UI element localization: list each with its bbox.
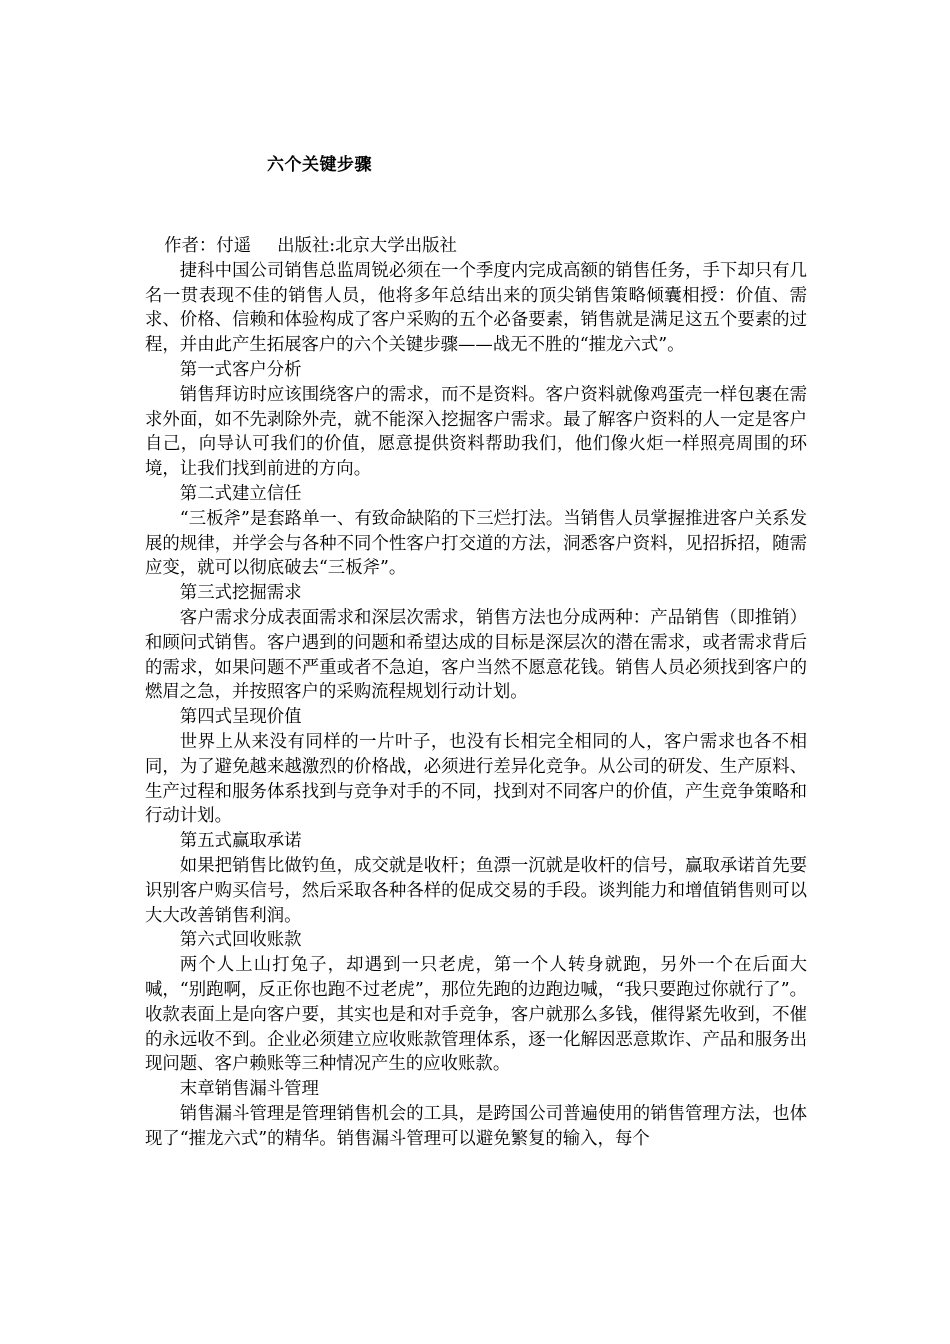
section-heading-5: 第五式赢取承诺 (179, 831, 302, 852)
section-paragraph-1: 销售拜访时应该围绕客户的需求，而不是资料。客户资料就像鸡蛋壳一样包裹在需求外面，如不先剥除外壳，就不能深入挖掘客户需求。最了解客户资料的人一定是客户自己，向导认可我们的价值，愿意提供资料帮助我们，他们像火炬一样照亮周围的环境，让我们找到前进的方向。 (145, 384, 807, 480)
document-body (145, 234, 807, 1151)
section-paragraph-3: 客户需求分成表面需求和深层次需求，销售方法也分成两种：产品销售（即推销）和顾问式销售。客户遇到的问题和希望达成的目标是深层次的潜在需求，或者需求背后的需求，如果问题不严重或者不急迫，客户当然不愿意花钱。销售人员必须找到客户的燃眉之急，并按照客户的采购流程规划行动计划。 (145, 607, 807, 703)
publisher-label: 出版社:北京大学出版社 (277, 236, 457, 256)
section-paragraph-6: 两个人上山打兔子，却遇到一只老虎，第一个人转身就跑，另外一个在后面大喊，“别跑啊，反正你也跑不过老虎”，那位先跑的边跑边喊，“我只要跑过你就行了”。收款表面上是向客户要，其实也是和对手竞争，客户就那么多钱，催得紧先收到，不催的永远收不到。企业必须建立应收账款管理体系，逐一化解因恶意欺诈、产品和服务出现问题、客户赖账等三种情况产生的应收账款。 (145, 955, 807, 1075)
section-paragraph-final: 销售漏斗管理是管理销售机会的工具，是跨国公司普遍使用的销售管理方法，也体现了“摧龙六式”的精华。销售漏斗管理可以避免繁复的输入，每个 (145, 1103, 807, 1149)
intro-paragraph: 捷科中国公司销售总监周锐必须在一个季度内完成高额的销售任务，手下却只有几名一贯表现不佳的销售人员，他将多年总结出来的顶尖销售策略倾囊相授：价值、需求、价格、信赖和体验构成了客户采购的五个必备要素，销售就是满足这五个要素的过程，并由此产生拓展客户的六个关键步骤——战无不胜的“摧龙六式”。 (145, 260, 807, 356)
section-heading-3: 第三式挖掘需求 (179, 583, 302, 604)
section-heading-2: 第二式建立信任 (179, 483, 302, 504)
section-heading-6: 第六式回收账款 (179, 930, 302, 951)
section-heading-4: 第四式呈现价值 (179, 707, 302, 728)
section-heading-1: 第一式客户分析 (179, 359, 302, 380)
byline (145, 234, 807, 259)
section-paragraph-2: “三板斧”是套路单一、有致命缺陷的下三烂打法。当销售人员掌握推进客户关系发展的规律，并学会与各种不同个性客户打交道的方法，洞悉客户资料，见招拆招，随需应变，就可以彻底破去“三板斧”。 (145, 508, 807, 579)
document-title: 六个关键步骤 (267, 155, 372, 175)
author-label: 作者：付遥 (164, 236, 252, 256)
section-heading-final: 末章销售漏斗管理 (179, 1079, 319, 1100)
section-paragraph-5: 如果把销售比做钓鱼，成交就是收杆；鱼漂一沉就是收杆的信号，赢取承诺首先要识别客户购买信号，然后采取各种各样的促成交易的手段。谈判能力和增值销售则可以大大改善销售利润。 (145, 855, 807, 926)
section-paragraph-4: 世界上从来没有同样的一片叶子，也没有长相完全相同的人，客户需求也各不相同，为了避免越来越激烈的价格战，必须进行差异化竞争。从公司的研发、生产原料、生产过程和服务体系找到与竞争对手的不同，找到对不同客户的价值，产生竞争策略和行动计划。 (145, 731, 807, 827)
